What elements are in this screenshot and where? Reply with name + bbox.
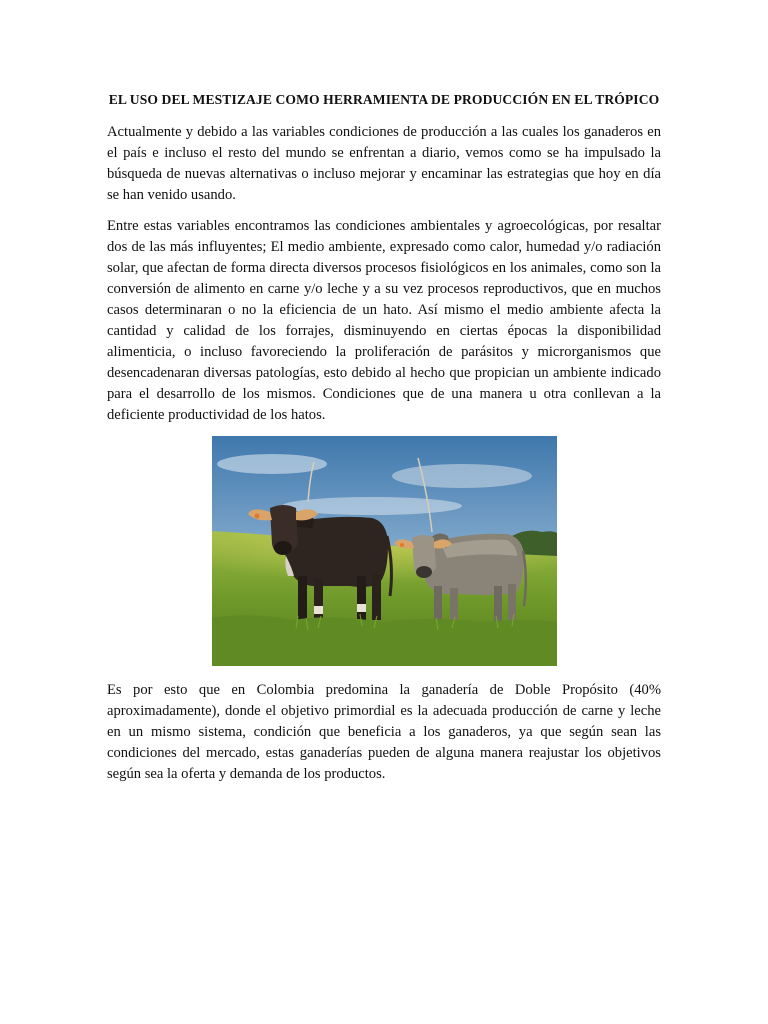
paragraph-intro: Actualmente y debido a las variables condiciones de producción a las cuales los ganaderos en el país e incluso el resto del mundo se enfrentan a diario, vemos como se ha impulsado la búsqueda de nuevas alternativas o incluso mejorar y encaminar las estrategias que hoy en día se han venido usando. bbox=[107, 124, 661, 203]
paragraph-colombia: Es por esto que en Colombia predomina la ganadería de Doble Propósito (40% aproximadamente), donde el objetivo primordial es la adecuada producción de carne y leche en un mismo sistema, condición que beneficia a los ganaderos, ya que según sean las condiciones del mercado, estas ganaderías pueden de alguna manera reajustar los objetivos según sea la oferta y demanda de los productos. bbox=[107, 682, 661, 782]
cattle-photo bbox=[212, 436, 557, 666]
document-title: EL USO DEL MESTIZAJE COMO HERRAMIENTA DE PRODUCCIÓN EN EL TRÓPICO bbox=[108, 92, 660, 107]
cattle-photo-illustration bbox=[212, 436, 557, 666]
document-page bbox=[107, 92, 661, 795]
paragraph-environment: Entre estas variables encontramos las condiciones ambientales y agroecológicas, por resaltar dos de las más influyentes; El medio ambiente, expresado como calor, humedad y/o radiación solar, que afectan de forma directa diversos procesos fisiológicos en los animales, como son la conversión de alimento en carne y/o leche y a su vez procesos reproductivos, que en muchos casos determinaran o no la eficiencia de un hato. Así mismo el medio ambiente afecta la cantidad y calidad de los forrajes, disminuyendo en ciertas épocas la disponibilidad alimenticia, o incluso favoreciendo la proliferación de parásitos y microrganismos que desencadenaran diversas patologías, esto debido al hecho que propician un ambiente indicado para el desarrollo de los mismos. Condiciones que de una manera u otra conllevan a la deficiente productividad de los hatos. bbox=[107, 218, 661, 423]
